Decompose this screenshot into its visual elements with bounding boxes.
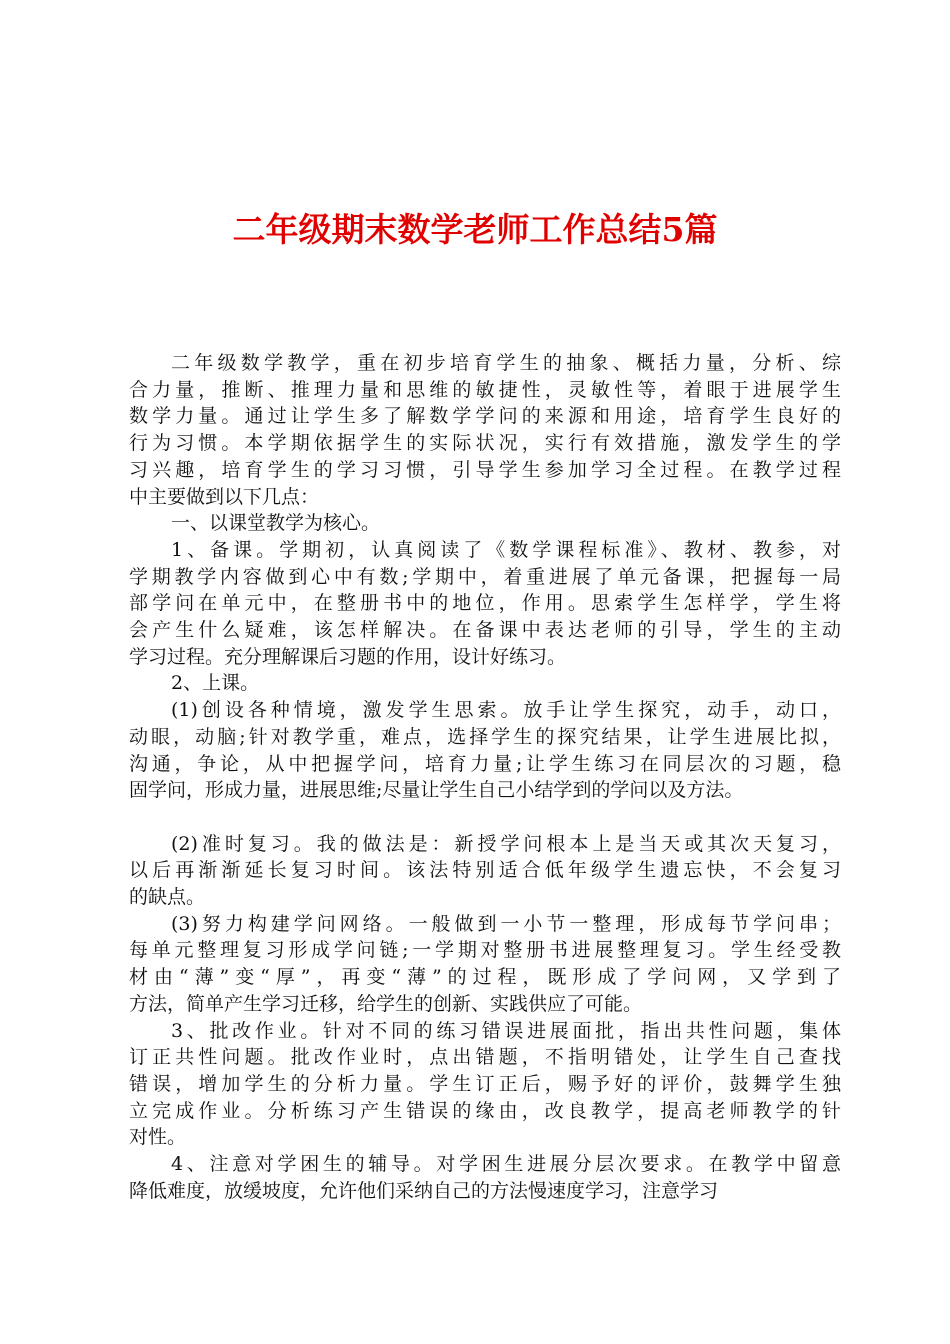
paragraph-line: 固学问，形成力量，进展思维;尽量让学生自己小结学到的学问以及方法。 — [129, 779, 744, 802]
paragraph-line: 订正共性问题。批改作业时，点出错题，不指明错处，让学生自己查找 — [129, 1046, 841, 1069]
paragraph-line: 3、批改作业。针对不同的练习错误进展面批，指出共性问题，集体 — [171, 1019, 841, 1042]
paragraph-line: 2、上课。 — [171, 672, 260, 695]
paragraph-line: 4、注意对学困生的辅导。对学困生进展分层次要求。在教学中留意 — [171, 1153, 841, 1176]
paragraph-line: 动眼，动脑;针对教学重，难点，选择学生的探究结果，让学生进展比拟， — [129, 725, 841, 748]
paragraph-line: (2)准时复习。我的做法是：新授学问根本上是当天或其次天复习， — [171, 832, 841, 855]
paragraph — [129, 831, 841, 911]
paragraph-line: 1、备课。学期初，认真阅读了《数学课程标准》、教材、教参，对 — [171, 538, 841, 561]
document-body — [129, 350, 841, 1204]
paragraph-line: 沟通，争论，从中把握学问，培育力量;让学生练习在同层次的习题，稳 — [129, 752, 841, 775]
paragraph-line: (1)创设各种情境，激发学生思索。放手让学生探究，动手，动口， — [171, 699, 841, 722]
paragraph-line: 一、以课堂教学为核心。 — [171, 512, 381, 535]
paragraph — [129, 350, 841, 510]
paragraph-line: 对性。 — [129, 1126, 187, 1149]
paragraph-line: 数学力量。通过让学生多了解数学学问的来源和用途，培育学生良好的 — [129, 405, 841, 428]
paragraph — [129, 1018, 841, 1152]
paragraph — [129, 911, 841, 1018]
paragraph-line: 会产生什么疑难，该怎样解决。在备课中表达老师的引导，学生的主动 — [129, 619, 841, 642]
paragraph-line: 中主要做到以下几点： — [129, 485, 320, 508]
paragraph-line: 部学问在单元中，在整册书中的地位，作用。思索学生怎样学，学生将 — [129, 592, 841, 615]
paragraph-line: 方法，简单产生学习迁移，给学生的创新、实践供应了可能。 — [129, 992, 643, 1015]
paragraph-line: 以后再渐渐延长复习时间。该法特别适合低年级学生遗忘快，不会复习 — [129, 859, 841, 882]
paragraph-line: 错误，增加学生的分析力量。学生订正后，赐予好的评价，鼓舞学生独 — [129, 1072, 841, 1095]
paragraph — [129, 697, 841, 804]
paragraph-line: 材由“薄”变“厚”，再变“薄”的过程，既形成了学问网，又学到了 — [129, 966, 841, 989]
paragraph — [129, 537, 841, 671]
paragraph-line: 学期教学内容做到心中有数;学期中，着重进展了单元备课，把握每一局 — [129, 565, 841, 588]
paragraph-line: 行为习惯。本学期依据学生的实际状况，实行有效措施，激发学生的学 — [129, 432, 841, 455]
paragraph-line: 合力量，推断、推理力量和思维的敏捷性，灵敏性等，着眼于进展学生 — [129, 378, 841, 401]
paragraph — [129, 670, 841, 697]
paragraph — [129, 1151, 841, 1204]
paragraph-spacer — [129, 804, 841, 831]
paragraph-line: (3)努力构建学问网络。一般做到一小节一整理，形成每节学问串； — [171, 912, 841, 935]
paragraph-line: 习兴趣，培育学生的学习习惯，引导学生参加学习全过程。在教学过程 — [129, 458, 841, 481]
paragraph-line: 学习过程。充分理解课后习题的作用，设计好练习。 — [129, 645, 567, 668]
paragraph-line: 二年级数学教学，重在初步培育学生的抽象、概括力量，分析、综 — [171, 352, 841, 374]
paragraph-line: 降低难度，放缓坡度，允许他们采纳自己的方法慢速度学习，注意学习 — [129, 1179, 719, 1202]
paragraph-line: 的缺点。 — [129, 886, 206, 909]
document-title: 二年级期末数学老师工作总结5篇 — [232, 210, 718, 249]
paragraph-line: 立完成作业。分析练习产生错误的缘由，改良教学，提高老师教学的针 — [129, 1099, 841, 1122]
paragraph — [129, 510, 841, 537]
paragraph-line: 每单元整理复习形成学问链;一学期对整册书进展整理复习。学生经受教 — [129, 939, 841, 962]
